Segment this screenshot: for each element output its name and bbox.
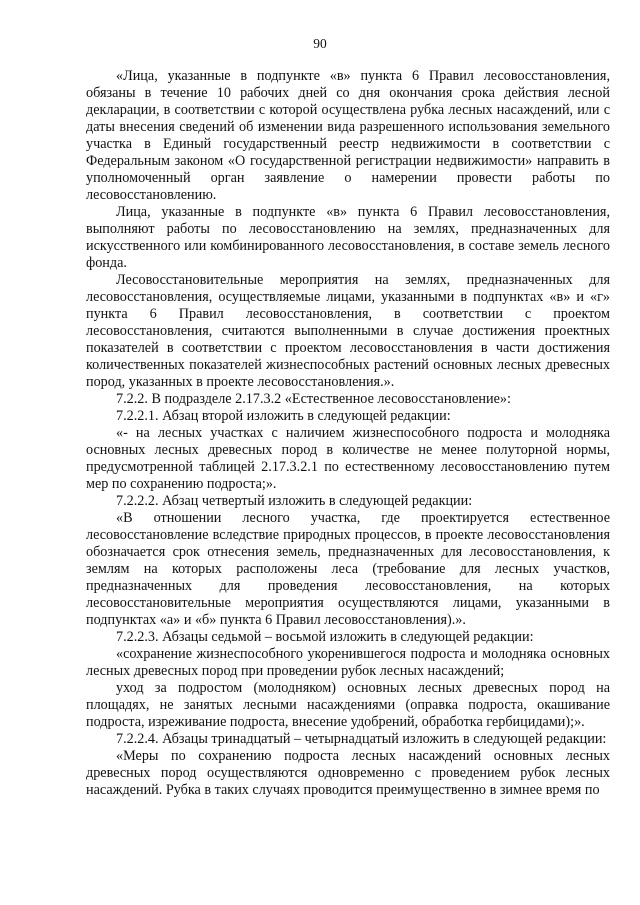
page-number: 90 xyxy=(313,36,327,51)
paragraph: «- на лесных участках с наличием жизнеспособного подроста и молодняка основных лесных древесных пород в количестве не менее полуторной нормы, предусмотренной таблицей 2.17.3.2.1 по естественному лесовосстановлению путем мер по сохранению подроста;». xyxy=(86,425,610,492)
paragraph: 7.2.2.1. Абзац второй изложить в следующей редакции: xyxy=(116,408,451,424)
paragraph: «сохранение жизнеспособного укоренившегося подроста и молодняка основных лесных древесных пород при проведении рубок лесных насаждений; xyxy=(86,646,610,679)
paragraph: 7.2.2.2. Абзац четвертый изложить в следующей редакции: xyxy=(116,493,473,509)
document-body xyxy=(86,68,610,799)
paragraph: 7.2.2.3. Абзацы седьмой – восьмой изложить в следующей редакции: xyxy=(116,629,534,645)
paragraph: «Лица, указанные в подпункте «в» пункта 6 Правил лесовосстановления, обязаны в течение 10 рабочих дней со дня окончания срока действия лесной декларации, в соответствии с которой осуществлена рубка лесных насаждений, или с даты внесения сведений об изменении вида разрешенного использования земельного участка в Единый государственный реестр недвижимости в соответствии с Федеральным законом «О государственной регистрации недвижимости» направить в уполномоченный орган заявление о намерении провести работы по лесовосстановлению. xyxy=(86,68,610,203)
paragraph: уход за подростом (молодняком) основных лесных древесных пород на площадях, не занятых лесными насаждениями (оправка подроста, окашивание подроста, изреживание подроста, внесение удобрений, обработка гербицидами);». xyxy=(86,680,610,730)
paragraph: 7.2.2.4. Абзацы тринадцатый – четырнадцатый изложить в следующей редакции: xyxy=(116,731,607,747)
paragraph: Лица, указанные в подпункте «в» пункта 6 Правил лесовосстановления, выполняют работы по лесовосстановлению на землях, предназначенных для искусственного или комбинированного лесовосстановления, в составе земель лесного фонда. xyxy=(86,204,610,271)
paragraph: «Меры по сохранению подроста лесных насаждений основных лесных древесных пород осуществляются одновременно с проведением рубок лесных насаждений. Рубка в таких случаях проводится преимущественно в зимнее время по xyxy=(86,748,610,798)
paragraph: 7.2.2. В подразделе 2.17.3.2 «Естественное лесовосстановление»: xyxy=(116,391,511,407)
paragraph: «В отношении лесного участка, где проектируется естественное лесовосстановление вследствие природных процессов, в проекте лесовосстановления обозначается срок отнесения земель, предназначенных для лесовосстановления, к землям на которых расположены леса (требование для лесных участков, предназначенных для проведения лесовосстановления, на которых лесовосстановительные мероприятия осуществляются лицами, указанными в подпунктах «а» и «б» пункта 6 Правил лесовосстановления).». xyxy=(86,510,610,628)
paragraph: Лесовосстановительные мероприятия на землях, предназначенных для лесовосстановления, осуществляемые лицами, указанными в подпунктах «в» и «г» пункта 6 Правил лесовосстановления, в соответствии с проектом лесовосстановления, считаются выполненными в случае достижения проектных показателей в соответствии с проектом лесовосстановления в части достижения количественных показателей жизнеспособных растений основных лесных древесных пород, указанных в проекте лесовосстановления.». xyxy=(86,272,610,390)
